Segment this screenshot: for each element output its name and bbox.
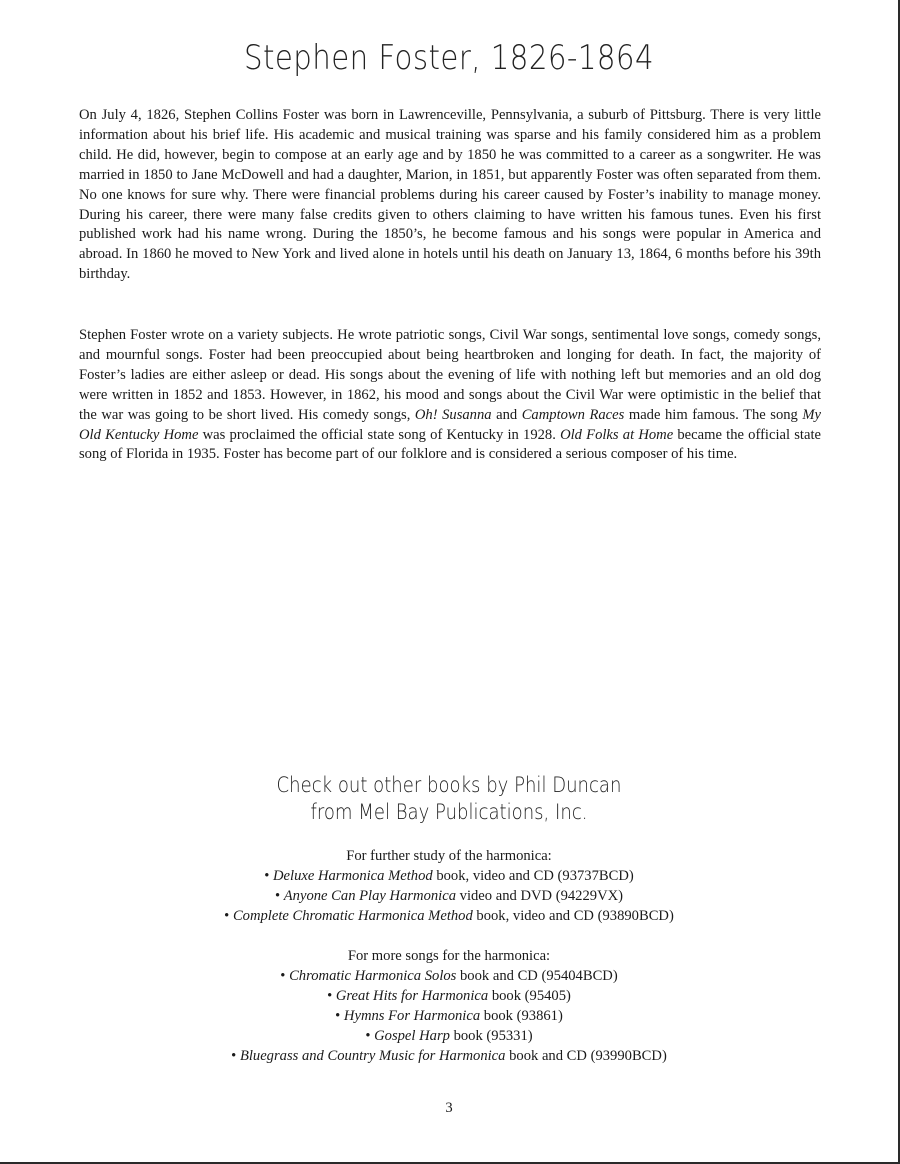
- text-run: was proclaimed the official state song of Kentucky in 1928.: [198, 426, 561, 443]
- list-item: [0, 1006, 898, 1026]
- bullet: •: [327, 988, 336, 1004]
- promo-heading-line-1: Check out other books by Phil Duncan: [276, 773, 622, 797]
- bullet: •: [280, 968, 290, 984]
- book-title: Deluxe Harmonica Method: [273, 868, 433, 884]
- list-item: [0, 986, 898, 1006]
- further-study-list: [0, 846, 898, 926]
- list-item: [0, 906, 898, 926]
- more-songs-list: [0, 946, 898, 1066]
- book-details: book, video and CD (93890BCD): [472, 908, 674, 924]
- book-details: book and CD (95404BCD): [456, 968, 618, 984]
- book-title: Complete Chromatic Harmonica Method: [232, 908, 473, 924]
- book-title: Gospel Harp: [374, 1028, 450, 1044]
- list-item: [0, 866, 898, 886]
- promo-heading-line-2: from Mel Bay Publications, Inc.: [310, 800, 588, 824]
- list-item: [0, 1046, 898, 1066]
- song-title: Oh! Susanna: [414, 406, 492, 423]
- book-title: Great Hits for Harmonica: [335, 988, 489, 1004]
- bullet: •: [335, 1008, 344, 1024]
- more-songs-intro: For more songs for the harmonica:: [347, 948, 551, 964]
- further-study-intro: For further study of the harmonica:: [346, 848, 552, 864]
- book-details: video and DVD (94229VX): [456, 888, 624, 904]
- list-item: [0, 966, 898, 986]
- book-details: book (95405): [488, 988, 571, 1004]
- bio-paragraph-1: On July 4, 1826, Stephen Collins Foster was born in Lawrenceville, Pennsylvania, a suburb of Pittsburg. There is very little information about his brief life. His academic and musical training was sparse and his family considered him as a problem child. He did, however, begin to compose at an early age and by 1850 he was committed to a career as a songwriter. He was married in 1850 to Jane McDowell and had a daughter, Marion, in 1851, but apparently Foster was often separated from them. No one knows for sure why. There were financial problems during his career caused by Foster’s inability to manage money. During his career, there were many false credits given to others claiming to have written his famous tunes. Even his first published work had his name wrong. During the 1850’s, he become famous and his songs were popular in America and abroad. In 1860 he moved to New York and lived alone in hotels until his death on January 13, 1864, 6 months before his 39th birthday.: [79, 107, 821, 283]
- book-title: Anyone Can Play Harmonica: [283, 888, 457, 904]
- book-title: Hymns For Harmonica: [343, 1008, 481, 1024]
- promo-heading: [63, 772, 835, 826]
- book-details: book (93861): [480, 1008, 563, 1024]
- book-details: book, video and CD (93737BCD): [432, 868, 634, 884]
- bullet: •: [264, 868, 273, 884]
- list-item: [0, 886, 898, 906]
- text-run: became the official state song of Florida in 1935. Foster has become part of our folklore and is considered a serious composer of his time.: [79, 426, 821, 463]
- book-details: book and CD (93990BCD): [505, 1048, 667, 1064]
- bullet: •: [274, 888, 284, 904]
- bullet: •: [224, 908, 233, 924]
- bullet: •: [231, 1048, 240, 1064]
- bio-paragraph-2: [79, 326, 821, 465]
- list-item: [0, 1026, 898, 1046]
- text-run: and: [491, 406, 522, 423]
- song-title: Camptown Races: [521, 406, 625, 423]
- song-title: My Old Kentucky Home: [79, 406, 822, 443]
- song-title: Old Folks at Home: [560, 426, 674, 443]
- page-number: 3: [445, 1100, 453, 1116]
- bullet: •: [365, 1028, 375, 1044]
- page-title: Stephen Foster, 1826-1864: [243, 38, 655, 78]
- text-run: made him famous. The song: [624, 406, 803, 423]
- book-title: Chromatic Harmonica Solos: [289, 968, 457, 984]
- text-run: Stephen Foster wrote on a variety subjects. He wrote patriotic songs, Civil War songs, sentimental love songs, comedy songs, and mournful songs. Foster had been preoccupied about being heartbroken and longing for death. In fact, the majority of Foster’s ladies are either asleep or dead. His songs about the evening of life with nothing left but memories and an old dog were written in 1852 and 1853. However, in 1862, his mood and songs about the Civil War were optimistic in the belief that the war was going to be short lived. His comedy songs,: [79, 327, 821, 423]
- book-title: Bluegrass and Country Music for Harmonica: [239, 1048, 506, 1064]
- book-details: book (95331): [449, 1028, 533, 1044]
